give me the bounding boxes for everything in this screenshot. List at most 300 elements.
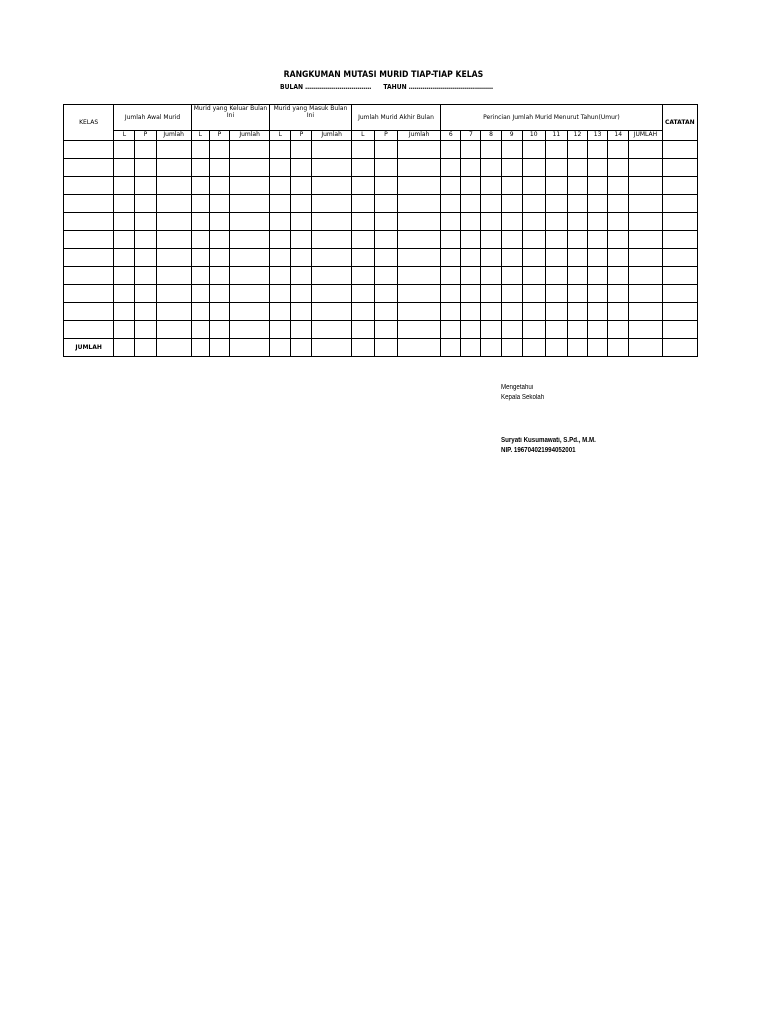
table-cell <box>481 285 501 303</box>
table-cell <box>545 303 567 321</box>
total-cell <box>461 339 481 357</box>
subheader-p: P <box>291 131 312 141</box>
total-cell <box>209 339 229 357</box>
table-cell <box>397 231 440 249</box>
table-cell <box>501 267 522 285</box>
table-cell <box>270 249 291 267</box>
table-cell <box>567 303 587 321</box>
table-cell <box>397 303 440 321</box>
table-cell <box>64 231 114 249</box>
table-cell <box>397 141 440 159</box>
total-cell <box>135 339 156 357</box>
table-cell <box>156 159 191 177</box>
table-cell <box>229 249 269 267</box>
age-header-14: 14 <box>608 131 629 141</box>
table-cell <box>64 303 114 321</box>
table-cell <box>481 213 501 231</box>
table-cell <box>351 231 374 249</box>
table-cell <box>501 321 522 339</box>
table-cell <box>312 141 351 159</box>
header-catatan: CATATAN <box>662 105 697 141</box>
table-cell <box>135 267 156 285</box>
table-cell <box>397 249 440 267</box>
table-cell <box>114 321 135 339</box>
table-cell <box>374 267 397 285</box>
table-cell <box>270 231 291 249</box>
table-cell <box>608 177 629 195</box>
age-header-11: 11 <box>545 131 567 141</box>
table-cell <box>662 303 697 321</box>
table-cell <box>291 195 312 213</box>
table-cell <box>229 159 269 177</box>
table-cell <box>397 159 440 177</box>
table-cell <box>567 249 587 267</box>
total-cell <box>291 339 312 357</box>
total-cell <box>270 339 291 357</box>
table-cell <box>481 159 501 177</box>
table-cell <box>291 267 312 285</box>
table-cell <box>270 285 291 303</box>
age-header-jumlah: JUMLAH <box>629 131 662 141</box>
table-cell <box>209 249 229 267</box>
table-cell <box>441 141 461 159</box>
table-cell <box>397 213 440 231</box>
table-cell <box>662 213 697 231</box>
table-cell <box>522 195 545 213</box>
tahun-label: TAHUN …………………………………… <box>383 83 494 91</box>
table-cell <box>662 285 697 303</box>
table-cell <box>481 231 501 249</box>
table-cell <box>374 195 397 213</box>
table-cell <box>608 321 629 339</box>
table-cell <box>135 159 156 177</box>
table-cell <box>291 213 312 231</box>
table-cell <box>441 231 461 249</box>
table-cell <box>461 267 481 285</box>
table-cell <box>374 285 397 303</box>
table-cell <box>397 267 440 285</box>
table-cell <box>156 285 191 303</box>
table-cell <box>64 249 114 267</box>
total-cell <box>608 339 629 357</box>
table-cell <box>114 231 135 249</box>
header-murid-masuk: Murid yang Masuk Bulan Ini <box>270 105 351 131</box>
table-cell <box>114 267 135 285</box>
table-cell <box>588 141 608 159</box>
total-cell <box>481 339 501 357</box>
table-cell <box>567 213 587 231</box>
total-cell <box>374 339 397 357</box>
table-cell <box>114 213 135 231</box>
table-cell <box>191 159 209 177</box>
table-cell <box>461 159 481 177</box>
table-cell <box>629 213 662 231</box>
age-header-13: 13 <box>588 131 608 141</box>
table-cell <box>461 141 481 159</box>
table-cell <box>351 195 374 213</box>
table-cell <box>662 177 697 195</box>
age-header-7: 7 <box>461 131 481 141</box>
table-cell <box>629 321 662 339</box>
table-cell <box>662 195 697 213</box>
table-cell <box>209 285 229 303</box>
table-cell <box>608 267 629 285</box>
table-cell <box>588 231 608 249</box>
table-cell <box>209 159 229 177</box>
total-cell <box>545 339 567 357</box>
table-cell <box>191 177 209 195</box>
table-cell <box>461 303 481 321</box>
table-cell <box>209 177 229 195</box>
subheader-l: L <box>191 131 209 141</box>
table-cell <box>545 285 567 303</box>
table-cell <box>270 177 291 195</box>
table-cell <box>351 285 374 303</box>
table-cell <box>545 231 567 249</box>
table-cell <box>229 321 269 339</box>
table-cell <box>461 249 481 267</box>
document-subtitle <box>280 83 493 91</box>
table-cell <box>312 267 351 285</box>
table-cell <box>662 267 697 285</box>
table-cell <box>351 303 374 321</box>
table-cell <box>588 177 608 195</box>
table-cell <box>351 213 374 231</box>
table-cell <box>114 249 135 267</box>
table-cell <box>441 213 461 231</box>
table-cell <box>229 285 269 303</box>
table-cell <box>629 141 662 159</box>
header-kelas: KELAS <box>64 105 114 141</box>
table-cell <box>135 303 156 321</box>
table-cell <box>481 249 501 267</box>
table-cell <box>481 177 501 195</box>
table-cell <box>291 321 312 339</box>
table-cell <box>135 285 156 303</box>
table-cell <box>441 285 461 303</box>
table-cell <box>567 177 587 195</box>
table-cell <box>191 267 209 285</box>
table-cell <box>291 285 312 303</box>
table-cell <box>608 195 629 213</box>
subheader-row <box>64 131 698 141</box>
table-cell <box>567 159 587 177</box>
table-cell <box>397 177 440 195</box>
table-cell <box>662 159 697 177</box>
table-cell <box>229 177 269 195</box>
table-cell <box>312 159 351 177</box>
table-cell <box>312 249 351 267</box>
table-cell <box>481 141 501 159</box>
total-cell <box>662 339 697 357</box>
table-row <box>64 321 698 339</box>
table-cell <box>629 159 662 177</box>
table-cell <box>461 321 481 339</box>
table-cell <box>270 267 291 285</box>
table-cell <box>374 303 397 321</box>
table-cell <box>64 195 114 213</box>
subheader-jumlah: Jumlah <box>229 131 269 141</box>
table-cell <box>588 285 608 303</box>
table-cell <box>662 321 697 339</box>
table-cell <box>114 177 135 195</box>
table-cell <box>588 303 608 321</box>
signature-mengetahui: Mengetahui <box>501 384 534 391</box>
table-row <box>64 285 698 303</box>
table-cell <box>156 267 191 285</box>
table-cell <box>374 321 397 339</box>
table-cell <box>461 231 481 249</box>
table-cell <box>270 195 291 213</box>
table-cell <box>522 285 545 303</box>
table-cell <box>191 213 209 231</box>
age-header-9: 9 <box>501 131 522 141</box>
table-cell <box>608 141 629 159</box>
table-cell <box>629 231 662 249</box>
table-cell <box>114 159 135 177</box>
header-jumlah-awal: Jumlah Awal Murid <box>114 105 191 131</box>
table-cell <box>209 321 229 339</box>
total-cell <box>312 339 351 357</box>
table-row <box>64 267 698 285</box>
table-cell <box>374 231 397 249</box>
table-cell <box>156 231 191 249</box>
table-cell <box>291 177 312 195</box>
total-cell <box>156 339 191 357</box>
table-cell <box>522 267 545 285</box>
table-cell <box>291 303 312 321</box>
table-cell <box>629 195 662 213</box>
subheader-p: P <box>209 131 229 141</box>
table-cell <box>64 141 114 159</box>
header-perincian-umur: Perincian Jumlah Murid Menurut Tahun(Umur) <box>441 105 662 131</box>
table-cell <box>522 231 545 249</box>
table-cell <box>374 213 397 231</box>
table-cell <box>522 321 545 339</box>
table-cell <box>135 321 156 339</box>
table-cell <box>114 303 135 321</box>
table-cell <box>545 213 567 231</box>
table-cell <box>229 231 269 249</box>
total-cell <box>588 339 608 357</box>
table-cell <box>662 141 697 159</box>
table-cell <box>351 177 374 195</box>
table-cell <box>481 303 501 321</box>
table-cell <box>209 231 229 249</box>
table-cell <box>156 195 191 213</box>
bulan-label: BULAN …………………………… <box>280 83 372 91</box>
table-cell <box>351 321 374 339</box>
table-cell <box>522 159 545 177</box>
header-murid-keluar: Murid yang Keluar Bulan Ini <box>191 105 269 131</box>
table-cell <box>588 213 608 231</box>
table-cell <box>229 267 269 285</box>
table-cell <box>191 249 209 267</box>
table-cell <box>114 285 135 303</box>
table-cell <box>312 231 351 249</box>
table-cell <box>191 285 209 303</box>
subheader-jumlah: Jumlah <box>312 131 351 141</box>
table-cell <box>291 159 312 177</box>
table-cell <box>501 303 522 321</box>
table-cell <box>441 159 461 177</box>
table-cell <box>588 321 608 339</box>
table-cell <box>374 249 397 267</box>
table-cell <box>481 321 501 339</box>
signature-title: Kepala Sekolah <box>501 394 545 401</box>
table-cell <box>545 141 567 159</box>
total-cell <box>629 339 662 357</box>
table-cell <box>156 249 191 267</box>
total-cell <box>191 339 209 357</box>
table-cell <box>209 303 229 321</box>
total-cell <box>351 339 374 357</box>
table-cell <box>608 285 629 303</box>
mutation-summary-table <box>63 104 698 357</box>
table-cell <box>209 213 229 231</box>
table-cell <box>608 303 629 321</box>
table-cell <box>64 267 114 285</box>
table-cell <box>135 213 156 231</box>
table-cell <box>608 231 629 249</box>
table-cell <box>156 213 191 231</box>
subheader-l: L <box>270 131 291 141</box>
table-cell <box>312 177 351 195</box>
table-cell <box>229 195 269 213</box>
table-cell <box>114 195 135 213</box>
table-cell <box>312 285 351 303</box>
table-cell <box>351 267 374 285</box>
table-cell <box>522 249 545 267</box>
table-cell <box>351 249 374 267</box>
table-cell <box>567 141 587 159</box>
total-label: JUMLAH <box>64 339 114 357</box>
table-cell <box>135 195 156 213</box>
age-header-6: 6 <box>441 131 461 141</box>
table-cell <box>229 213 269 231</box>
total-cell <box>567 339 587 357</box>
total-cell <box>229 339 269 357</box>
table-cell <box>209 141 229 159</box>
signature-nip: NIP. 196704021994052001 <box>501 447 576 454</box>
table-cell <box>662 249 697 267</box>
table-cell <box>588 159 608 177</box>
table-cell <box>135 249 156 267</box>
table-cell <box>629 249 662 267</box>
table-cell <box>64 321 114 339</box>
table-row <box>64 195 698 213</box>
subheader-l: L <box>114 131 135 141</box>
document-title: RANGKUMAN MUTASI MURID TIAP-TIAP KELAS <box>283 70 484 80</box>
table-cell <box>545 249 567 267</box>
table-cell <box>501 141 522 159</box>
table-cell <box>522 303 545 321</box>
total-row <box>64 339 698 357</box>
table-cell <box>64 177 114 195</box>
total-cell <box>397 339 440 357</box>
table-row <box>64 177 698 195</box>
table-cell <box>209 195 229 213</box>
table-cell <box>270 159 291 177</box>
table-cell <box>608 249 629 267</box>
signature-name: Suryati Kusumawati, S.Pd., M.M. <box>501 437 596 444</box>
table-cell <box>156 303 191 321</box>
table-cell <box>545 321 567 339</box>
total-cell <box>114 339 135 357</box>
table-cell <box>270 213 291 231</box>
total-cell <box>501 339 522 357</box>
total-cell <box>522 339 545 357</box>
table-cell <box>397 321 440 339</box>
table-cell <box>114 141 135 159</box>
subheader-l: L <box>351 131 374 141</box>
table-cell <box>229 141 269 159</box>
table-row <box>64 249 698 267</box>
table-cell <box>374 177 397 195</box>
table-cell <box>441 177 461 195</box>
table-cell <box>135 177 156 195</box>
table-cell <box>156 321 191 339</box>
table-cell <box>545 159 567 177</box>
table-cell <box>545 267 567 285</box>
table-cell <box>397 285 440 303</box>
table-cell <box>629 285 662 303</box>
table-cell <box>209 267 229 285</box>
table-cell <box>481 267 501 285</box>
table-cell <box>374 141 397 159</box>
table-cell <box>135 231 156 249</box>
table-cell <box>501 285 522 303</box>
table-cell <box>441 249 461 267</box>
table-cell <box>441 195 461 213</box>
subheader-jumlah: Jumlah <box>397 131 440 141</box>
table-cell <box>291 249 312 267</box>
table-cell <box>501 195 522 213</box>
age-header-8: 8 <box>481 131 501 141</box>
table-cell <box>229 303 269 321</box>
table-cell <box>501 231 522 249</box>
table-cell <box>191 231 209 249</box>
table-cell <box>461 177 481 195</box>
table-cell <box>441 321 461 339</box>
table-cell <box>629 267 662 285</box>
table-cell <box>567 285 587 303</box>
table-cell <box>270 303 291 321</box>
table-cell <box>441 267 461 285</box>
table-cell <box>135 141 156 159</box>
table-cell <box>156 177 191 195</box>
table-cell <box>567 321 587 339</box>
subheader-p: P <box>135 131 156 141</box>
table-cell <box>545 195 567 213</box>
table-cell <box>270 321 291 339</box>
table-cell <box>567 267 587 285</box>
table-cell <box>291 231 312 249</box>
table-cell <box>608 159 629 177</box>
table-cell <box>191 141 209 159</box>
table-cell <box>461 195 481 213</box>
table-cell <box>191 195 209 213</box>
table-cell <box>522 141 545 159</box>
table-cell <box>270 141 291 159</box>
header-jumlah-akhir: Jumlah Murid Akhir Bulan <box>351 105 441 131</box>
table-cell <box>191 303 209 321</box>
table-row <box>64 141 698 159</box>
table-cell <box>588 267 608 285</box>
table-row <box>64 159 698 177</box>
table-cell <box>156 141 191 159</box>
table-cell <box>351 141 374 159</box>
